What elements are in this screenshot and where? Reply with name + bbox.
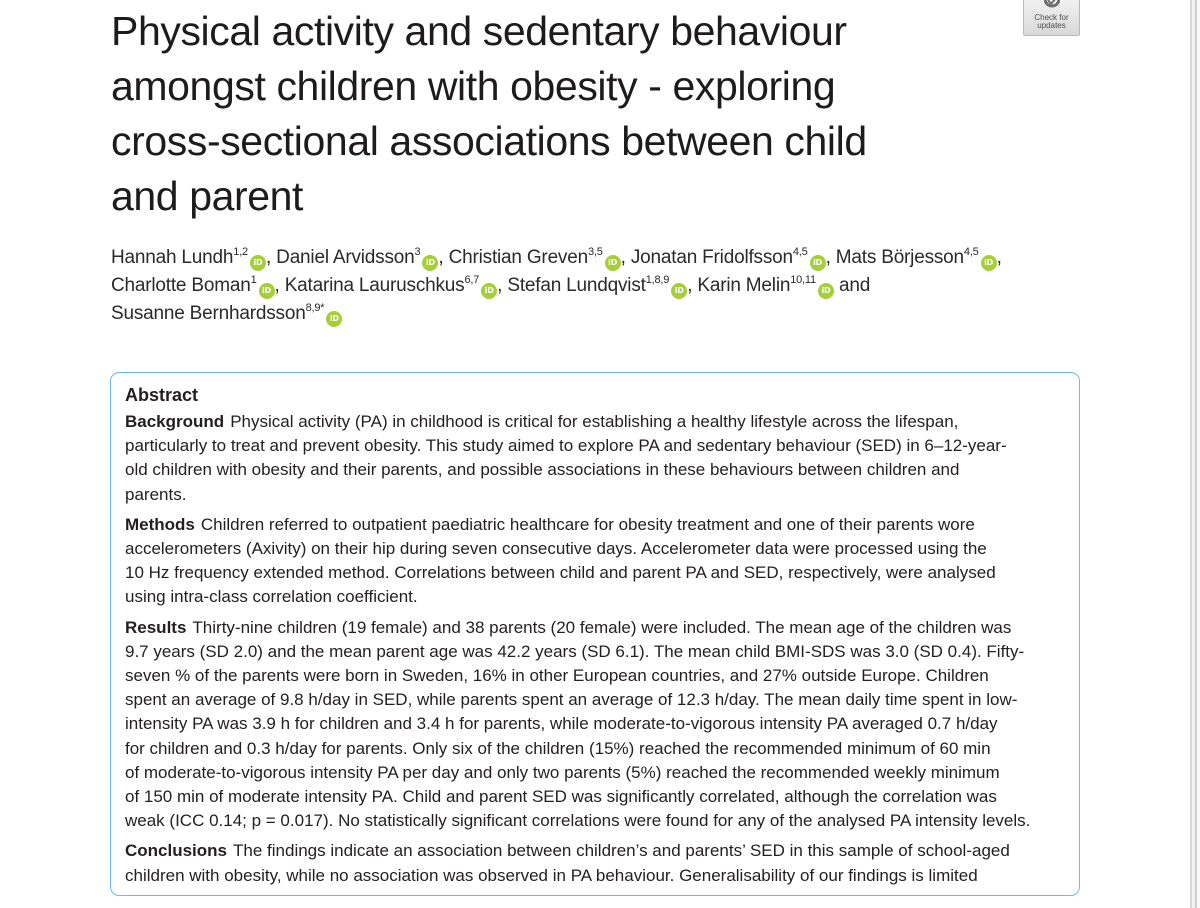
abstract-line <box>125 513 1070 537</box>
abstract-background <box>125 410 1070 507</box>
affiliation-sup: 6,7 <box>464 274 480 286</box>
separator: , <box>274 275 280 296</box>
author[interactable] <box>111 303 342 324</box>
abstract-heading: Abstract <box>125 385 199 405</box>
abstract-content <box>125 381 1070 894</box>
affiliation-sup: 3,5 <box>587 246 603 258</box>
abstract-text: Physical activity (PA) in childhood is critical for establishing a healthy lifestyle across the lifespan, <box>230 412 959 431</box>
section-label: Results <box>125 617 187 637</box>
abstract-line: old children with obesity and their parents, and possible associations in these behaviours between children and <box>125 460 960 480</box>
check-for-updates-badge[interactable] <box>1023 0 1080 36</box>
affiliation-sup: 8,9* <box>305 302 325 314</box>
abstract-methods <box>125 513 1070 610</box>
title-line: amongst children with obesity - exploring <box>111 63 836 109</box>
badge-line2: updates <box>1037 21 1066 30</box>
orcid-icon[interactable]: iD <box>605 255 621 271</box>
and-word: and <box>839 275 871 296</box>
author[interactable] <box>276 247 438 268</box>
separator: , <box>687 275 693 296</box>
abstract-line: 10 Hz frequency extended method. Correlations between child and parent PA and SED, respectively, were analysed <box>125 563 996 583</box>
affiliation-sup: 4,5 <box>963 246 979 258</box>
affiliation-sup: 1,2 <box>233 246 248 258</box>
abstract-line <box>125 839 1070 863</box>
abstract-line: for children and 0.3 h/day for parents. Only six of the children (15%) reached the recommended minimum of 60 min <box>125 738 991 758</box>
abstract-line: intensity PA was 3.9 h for children and 3.4 h for parents, while moderate-to-vigorous intensity PA averaged 0.7 h/day <box>125 714 998 734</box>
orcid-icon[interactable]: iD <box>326 311 342 327</box>
author-name: Christian Greven <box>448 247 588 268</box>
author-name: Hannah Lundh <box>111 247 234 268</box>
title-line: and parent <box>111 173 304 219</box>
separator: , <box>620 247 626 268</box>
orcid-icon[interactable]: iD <box>259 283 275 299</box>
abstract-line: accelerometers (Axivity) on their hip during seven consecutive days. Accelerometer data were processed using the <box>125 539 987 559</box>
article-title <box>111 4 1011 224</box>
badge-label <box>1024 14 1079 30</box>
author-line <box>111 272 1041 300</box>
author-list <box>111 244 1041 328</box>
abstract-line: of moderate-to-vigorous intensity PA per day and only two parents (5%) reached the recommended weekly minimum <box>125 762 1000 782</box>
author[interactable] <box>697 275 834 296</box>
abstract-conclusions <box>125 839 1070 887</box>
abstract-text: Thirty-nine children (19 female) and 38 parents (20 female) were included. The mean age of the children was <box>192 617 1012 637</box>
separator: , <box>265 247 272 268</box>
author-name: Mats Börjesson <box>835 247 964 268</box>
author-name: Daniel Arvidsson <box>276 247 415 268</box>
section-label: Background <box>125 412 225 431</box>
affiliation-sup: 3 <box>414 246 421 258</box>
orcid-icon[interactable]: iD <box>250 255 266 271</box>
author[interactable] <box>507 275 687 296</box>
abstract-line: 9.7 years (SD 2.0) and the mean parent age was 42.2 years (SD 6.1). The mean child BMI-SDS was 3.0 (SD 0.4). Fifty- <box>125 641 1025 661</box>
author[interactable] <box>111 275 275 296</box>
section-label: Methods <box>125 514 195 534</box>
orcid-icon[interactable]: iD <box>981 255 997 271</box>
author[interactable] <box>449 247 621 268</box>
author-name: Katarina Lauruschkus <box>284 275 465 296</box>
author-line <box>111 244 1041 272</box>
author-line <box>111 300 1041 328</box>
affiliation-sup: 1 <box>250 274 257 286</box>
author-name: Charlotte Boman <box>111 275 251 296</box>
abstract-line: spent an average of 9.8 h/day in SED, while parents spent an average of 12.3 h/day. The mean daily time spent in low- <box>125 690 1018 710</box>
abstract-line: using intra-class correlation coefficient. <box>125 587 418 607</box>
author[interactable] <box>285 275 497 296</box>
title-line: cross-sectional associations between child <box>111 118 867 164</box>
abstract-line: seven % of the parents were born in Sweden, 16% in other European countries, and 27% outside Europe. Children <box>125 666 989 686</box>
abstract-line: particularly to treat and prevent obesity. This study aimed to explore PA and sedentary behaviour (SED) in 6–12-year- <box>125 436 1007 456</box>
badge-line1: Check for <box>1034 13 1069 22</box>
separator: , <box>497 275 503 296</box>
author[interactable] <box>111 247 266 268</box>
author-name: Stefan Lundqvist <box>507 275 646 296</box>
orcid-icon[interactable]: iD <box>422 255 438 271</box>
abstract-line: parents. <box>125 484 187 504</box>
page-edge-rule <box>1190 0 1200 908</box>
author-name: Karin Melin <box>697 275 791 296</box>
abstract-text: Children referred to outpatient paediatric healthcare for obesity treatment and one of their parents wore <box>200 514 975 534</box>
section-label: Conclusions <box>125 841 228 861</box>
abstract-text: The findings indicate an association between children’s and parents’ SED in this sample of school-aged <box>233 841 1010 861</box>
abstract-line: of 150 min of moderate intensity PA. Child and parent SED was significantly correlated, although the correlation was <box>125 787 997 807</box>
separator: , <box>825 247 831 268</box>
affiliation-sup: 4,5 <box>792 246 808 258</box>
separator: , <box>996 247 1002 268</box>
abstract-box <box>110 372 1080 896</box>
abstract-line <box>125 410 1070 434</box>
orcid-icon[interactable]: iD <box>671 283 687 299</box>
orcid-icon[interactable]: iD <box>810 255 826 271</box>
title-line: Physical activity and sedentary behaviour <box>111 8 847 54</box>
abstract-line: children with obesity, while no association was observed in PA behaviour. Generalisability of our findings is limited <box>125 865 978 885</box>
abstract-line: weak (ICC 0.14; p = 0.017). No statistically significant correlations were found for any of the analysed PA intensity levels. <box>125 811 1031 831</box>
orcid-icon[interactable]: iD <box>818 283 834 299</box>
abstract-results <box>125 616 1070 834</box>
affiliation-sup: 1,8,9 <box>645 274 670 286</box>
separator: , <box>438 247 444 268</box>
crossmark-icon <box>1044 0 1060 13</box>
abstract-line <box>125 616 1070 640</box>
author[interactable] <box>631 247 826 268</box>
author-name: Susanne Bernhardsson <box>111 303 306 324</box>
orcid-icon[interactable]: iD <box>481 283 497 299</box>
author[interactable] <box>836 247 997 268</box>
affiliation-sup: 10,11 <box>790 274 816 286</box>
author-name: Jonatan Fridolfsson <box>630 247 793 268</box>
